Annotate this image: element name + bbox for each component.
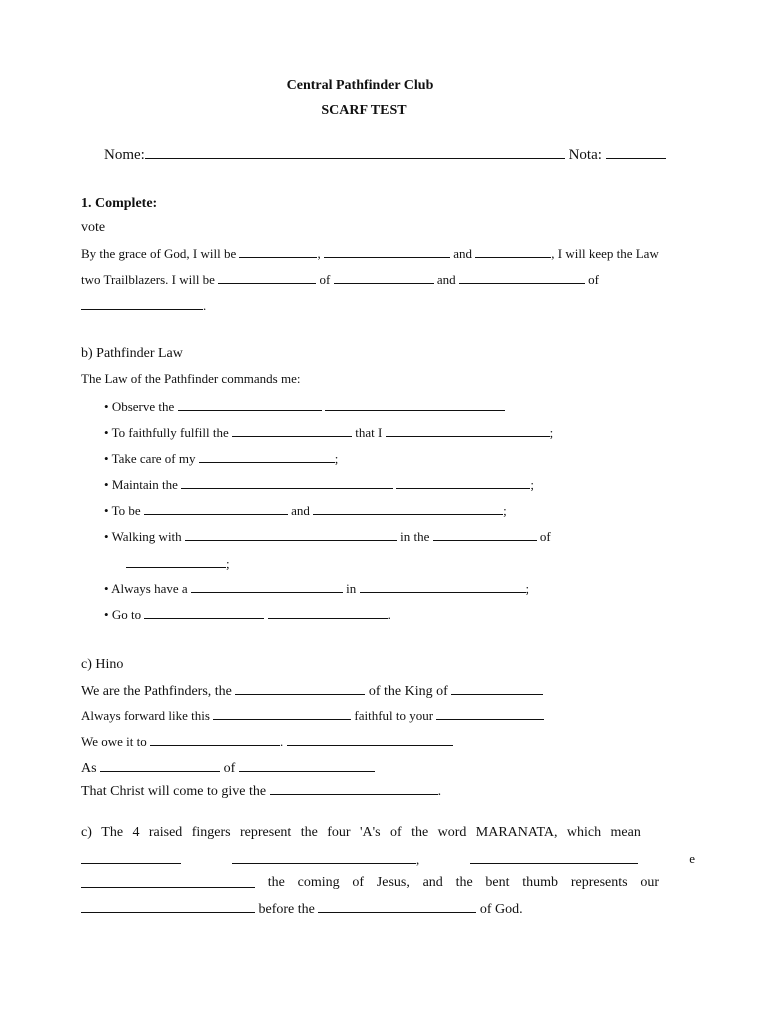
blank[interactable]	[325, 397, 505, 411]
hino-line-2: Always forward like this faithful to your	[81, 706, 544, 725]
blank[interactable]	[270, 781, 438, 795]
club-title: Central Pathfinder Club	[286, 78, 434, 93]
law-intro: The Law of the Pathfinder commands me:	[81, 371, 301, 386]
blank[interactable]	[324, 244, 450, 258]
pledge-line-1: By the grace of God, I will be , and , I will keep the Law	[81, 246, 659, 261]
blank[interactable]	[239, 758, 375, 772]
fingers-line-2: , e	[81, 850, 695, 869]
blank[interactable]	[81, 874, 255, 888]
blank[interactable]	[433, 527, 537, 541]
name-label: Nome:	[104, 147, 145, 163]
section-complete-title: 1. Complete:	[81, 196, 158, 211]
law-item-5: • To be and ;	[104, 503, 507, 518]
test-title: SCARF TEST	[321, 103, 407, 118]
blank[interactable]	[232, 850, 416, 864]
law-item-2: • To faithfully fulfill the that I ;	[104, 425, 554, 440]
hino-line-1: We are the Pathfinders, the of the King of	[81, 681, 543, 701]
blank[interactable]	[213, 706, 351, 720]
law-item-3: • Take care of my ;	[104, 451, 339, 466]
blank[interactable]	[318, 899, 476, 913]
blank[interactable]	[313, 501, 503, 515]
blank[interactable]	[232, 423, 352, 437]
blank[interactable]	[287, 732, 453, 746]
fingers-line-1: c) The 4 raised fingers represent the four 'A's of the word MARANATA, which mean	[81, 825, 641, 840]
blank[interactable]	[334, 270, 434, 284]
blank[interactable]	[451, 681, 543, 695]
blank[interactable]	[81, 850, 181, 864]
fingers-line-3: the coming of Jesus, and the bent thumb represents our	[81, 874, 659, 892]
grade-field[interactable]	[606, 145, 666, 159]
blank[interactable]	[386, 423, 550, 437]
blank[interactable]	[191, 579, 343, 593]
law-title: b) Pathfinder Law	[81, 346, 183, 361]
blank[interactable]	[185, 527, 397, 541]
hino-line-5: That Christ will come to give the .	[81, 781, 441, 801]
law-item-1: • Observe the	[104, 397, 505, 416]
law-item-4: • Maintain the ;	[104, 477, 535, 492]
section-complete-sub: vote	[81, 220, 106, 235]
blank[interactable]	[459, 270, 585, 284]
blank[interactable]	[470, 850, 638, 864]
blank[interactable]	[81, 296, 203, 310]
blank[interactable]	[199, 449, 335, 463]
hino-line-3: We owe it to .	[81, 732, 453, 751]
blank[interactable]	[475, 244, 551, 258]
blank[interactable]	[144, 605, 264, 619]
hino-line-4: As of	[81, 758, 375, 778]
blank[interactable]	[235, 681, 365, 695]
blank[interactable]	[239, 244, 317, 258]
pledge-line-2: two Trailblazers. I will be of and of	[81, 272, 599, 287]
law-item-6-cont: ;	[126, 554, 230, 573]
blank[interactable]	[178, 397, 322, 411]
grade-label: Nota:	[568, 147, 602, 163]
hino-title: c) Hino	[81, 657, 124, 672]
blank[interactable]	[360, 579, 526, 593]
law-item-6: • Walking with in the of	[104, 529, 551, 544]
blank[interactable]	[218, 270, 316, 284]
law-item-7: • Always have a in ;	[104, 581, 530, 596]
blank[interactable]	[268, 605, 388, 619]
blank[interactable]	[150, 732, 280, 746]
law-item-8: • Go to .	[104, 607, 391, 622]
name-row	[104, 145, 666, 164]
fingers-line-4: before the of God.	[81, 899, 523, 919]
blank[interactable]	[100, 758, 220, 772]
blank[interactable]	[396, 475, 530, 489]
blank[interactable]	[126, 554, 226, 568]
blank[interactable]	[81, 899, 255, 913]
blank[interactable]	[144, 501, 288, 515]
blank[interactable]	[436, 706, 544, 720]
name-field[interactable]	[145, 145, 565, 159]
pledge-line-3: .	[81, 296, 206, 315]
blank[interactable]	[181, 475, 393, 489]
